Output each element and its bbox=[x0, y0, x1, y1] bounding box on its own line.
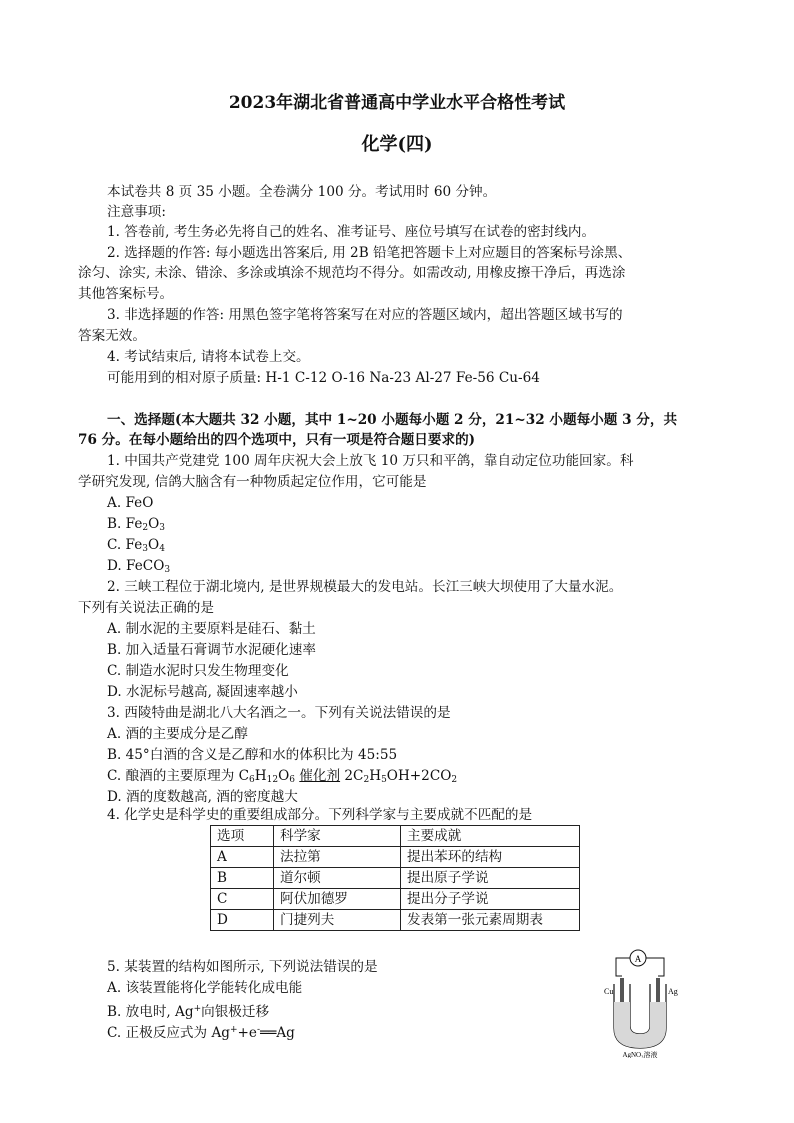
table-header-row bbox=[211, 826, 580, 847]
table-header-cell: 主要成就 bbox=[401, 826, 580, 847]
q4-stem: 4. 化学史是科学史的重要组成部分。下列科学家与主要成就不匹配的是 bbox=[107, 807, 533, 823]
q5-option-c: C. 正极反应式为 Ag++e-══Ag bbox=[107, 1025, 295, 1041]
table-cell: 提出分子学说 bbox=[401, 889, 580, 910]
table-cell: 道尔顿 bbox=[274, 868, 401, 889]
q1-stem-cont: 学研究发现, 信鸽大脑含有一种物质起定位作用，它可能是 bbox=[78, 474, 427, 490]
q3-option-a: A. 酒的主要成分是乙醇 bbox=[107, 726, 248, 742]
table-row bbox=[211, 868, 580, 889]
q1-option-a: A. FeO bbox=[107, 495, 154, 511]
right-wire bbox=[646, 958, 664, 976]
table-cell: 提出苯环的结构 bbox=[401, 847, 580, 868]
q2-option-a: A. 制水泥的主要原料是硅石、黏土 bbox=[107, 621, 316, 637]
q5-option-a: A. 该装置能将化学能转化成电能 bbox=[107, 980, 303, 996]
table-cell: 门捷列夫 bbox=[274, 910, 401, 931]
notice-4: 4. 考试结束后, 请将本试卷上交。 bbox=[107, 349, 310, 365]
left-wire bbox=[616, 958, 630, 976]
table-row bbox=[211, 847, 580, 868]
u-tube-inner bbox=[630, 984, 650, 1034]
q2-option-d: D. 水泥标号越高, 凝固速率越小 bbox=[107, 684, 298, 700]
ammeter-label: A bbox=[634, 954, 642, 964]
q1-option-d: D. FeCO$_3$ bbox=[107, 558, 171, 575]
section-heading: 一、选择题(本大题共 32 小题，其中 1~20 小题每小题 2 分，21~32 小题每小题 3 分，共 bbox=[107, 412, 678, 428]
atomic-masses: 可能用到的相对原子质量: H-1 C-12 O-16 Na-23 Al-27 Fe-56 Cu-64 bbox=[107, 370, 540, 386]
catalyst-arrow-label: 催化剂 bbox=[299, 768, 341, 784]
q2-option-c: C. 制造水泥时只发生物理变化 bbox=[107, 663, 289, 679]
table-header-cell: 科学家 bbox=[274, 826, 401, 847]
table-cell: 发表第一张元素周期表 bbox=[401, 910, 580, 931]
exam-subject: 化学(四) bbox=[361, 134, 433, 155]
notice-2c: 其他答案标号。 bbox=[78, 286, 174, 302]
table-cell: A bbox=[211, 847, 274, 868]
table-cell: D bbox=[211, 910, 274, 931]
exam-title: 2023年湖北省普通高中学业水平合格性考试 bbox=[228, 93, 566, 113]
q2-option-b: B. 加入适量石膏调节水泥硬化速率 bbox=[107, 642, 316, 658]
q3-stem: 3. 西陵特曲是湖北八大名酒之一。下列有关说法错误的是 bbox=[107, 705, 451, 721]
table-cell: 法拉第 bbox=[274, 847, 401, 868]
notice-3b: 答案无效。 bbox=[78, 328, 146, 344]
q2-stem-cont: 下列有关说法正确的是 bbox=[78, 600, 214, 616]
section-heading-cont: 76 分。在每小题给出的四个选项中，只有一项是符合题日要求的) bbox=[78, 432, 476, 448]
table-header-cell: 选项 bbox=[211, 826, 274, 847]
galvanic-cell-figure bbox=[602, 948, 692, 1058]
table-cell: 提出原子学说 bbox=[401, 868, 580, 889]
notice-title: 注意事项: bbox=[107, 204, 166, 220]
table-row bbox=[211, 910, 580, 931]
table-cell: B bbox=[211, 868, 274, 889]
q3-option-c: C. 酿酒的主要原理为 $C_6H_{12}O_6$ 催化剂 $2C_2H_5OH+2CO_2$ bbox=[107, 768, 458, 785]
q3-option-d: D. 酒的度数越高, 酒的密度越大 bbox=[107, 789, 298, 805]
silver-label: Ag bbox=[668, 987, 678, 996]
table-cell: 阿伏加德罗 bbox=[274, 889, 401, 910]
notice-2a: 2. 选择题的作答: 每小题选出答案后, 用 2B 铅笔把答题卡上对应题目的答案标号涂黑、 bbox=[107, 245, 632, 261]
q1-stem: 1. 中国共产党建党 100 周年庆祝大会上放飞 10 万只和平鸽，靠自动定位功能回家。科 bbox=[107, 453, 634, 469]
solution-label: AgNO₃溶液 bbox=[622, 1051, 658, 1058]
notice-2b: 涂匀、涂实, 未涂、错涂、多涂或填涂不规范均不得分。如需改动, 用橡皮擦干净后，再选涂 bbox=[78, 265, 626, 281]
q1-option-c: C. $Fe_3O_4$ bbox=[107, 537, 165, 554]
q1-option-b: B. $Fe_2O_3$ bbox=[107, 516, 165, 533]
solution-fill bbox=[614, 1002, 666, 1048]
table-row bbox=[211, 889, 580, 910]
q2-stem: 2. 三峡工程位于湖北境内, 是世界规模最大的发电站。长江三峡大坝使用了大量水泥。 bbox=[107, 579, 623, 595]
q4-table bbox=[210, 825, 580, 931]
table-cell: C bbox=[211, 889, 274, 910]
notice-1: 1. 答卷前, 考生务必先将自己的姓名、准考证号、座位号填写在试卷的密封线内。 bbox=[107, 224, 596, 240]
q3-option-b: B. 45°白酒的含义是乙醇和水的体积比为 45:55 bbox=[107, 747, 398, 763]
q5-option-b: B. 放电时, Ag+向银极迁移 bbox=[107, 1004, 270, 1020]
intro-line: 本试卷共 8 页 35 小题。全卷满分 100 分。考试用时 60 分钟。 bbox=[107, 184, 497, 200]
q5-stem: 5. 某装置的结构如图所示, 下列说法错误的是 bbox=[107, 959, 378, 975]
notice-3a: 3. 非选择题的作答: 用黑色签字笔将答案写在对应的答题区域内，超出答题区域书写的 bbox=[107, 307, 623, 323]
copper-label: Cu bbox=[604, 987, 614, 996]
